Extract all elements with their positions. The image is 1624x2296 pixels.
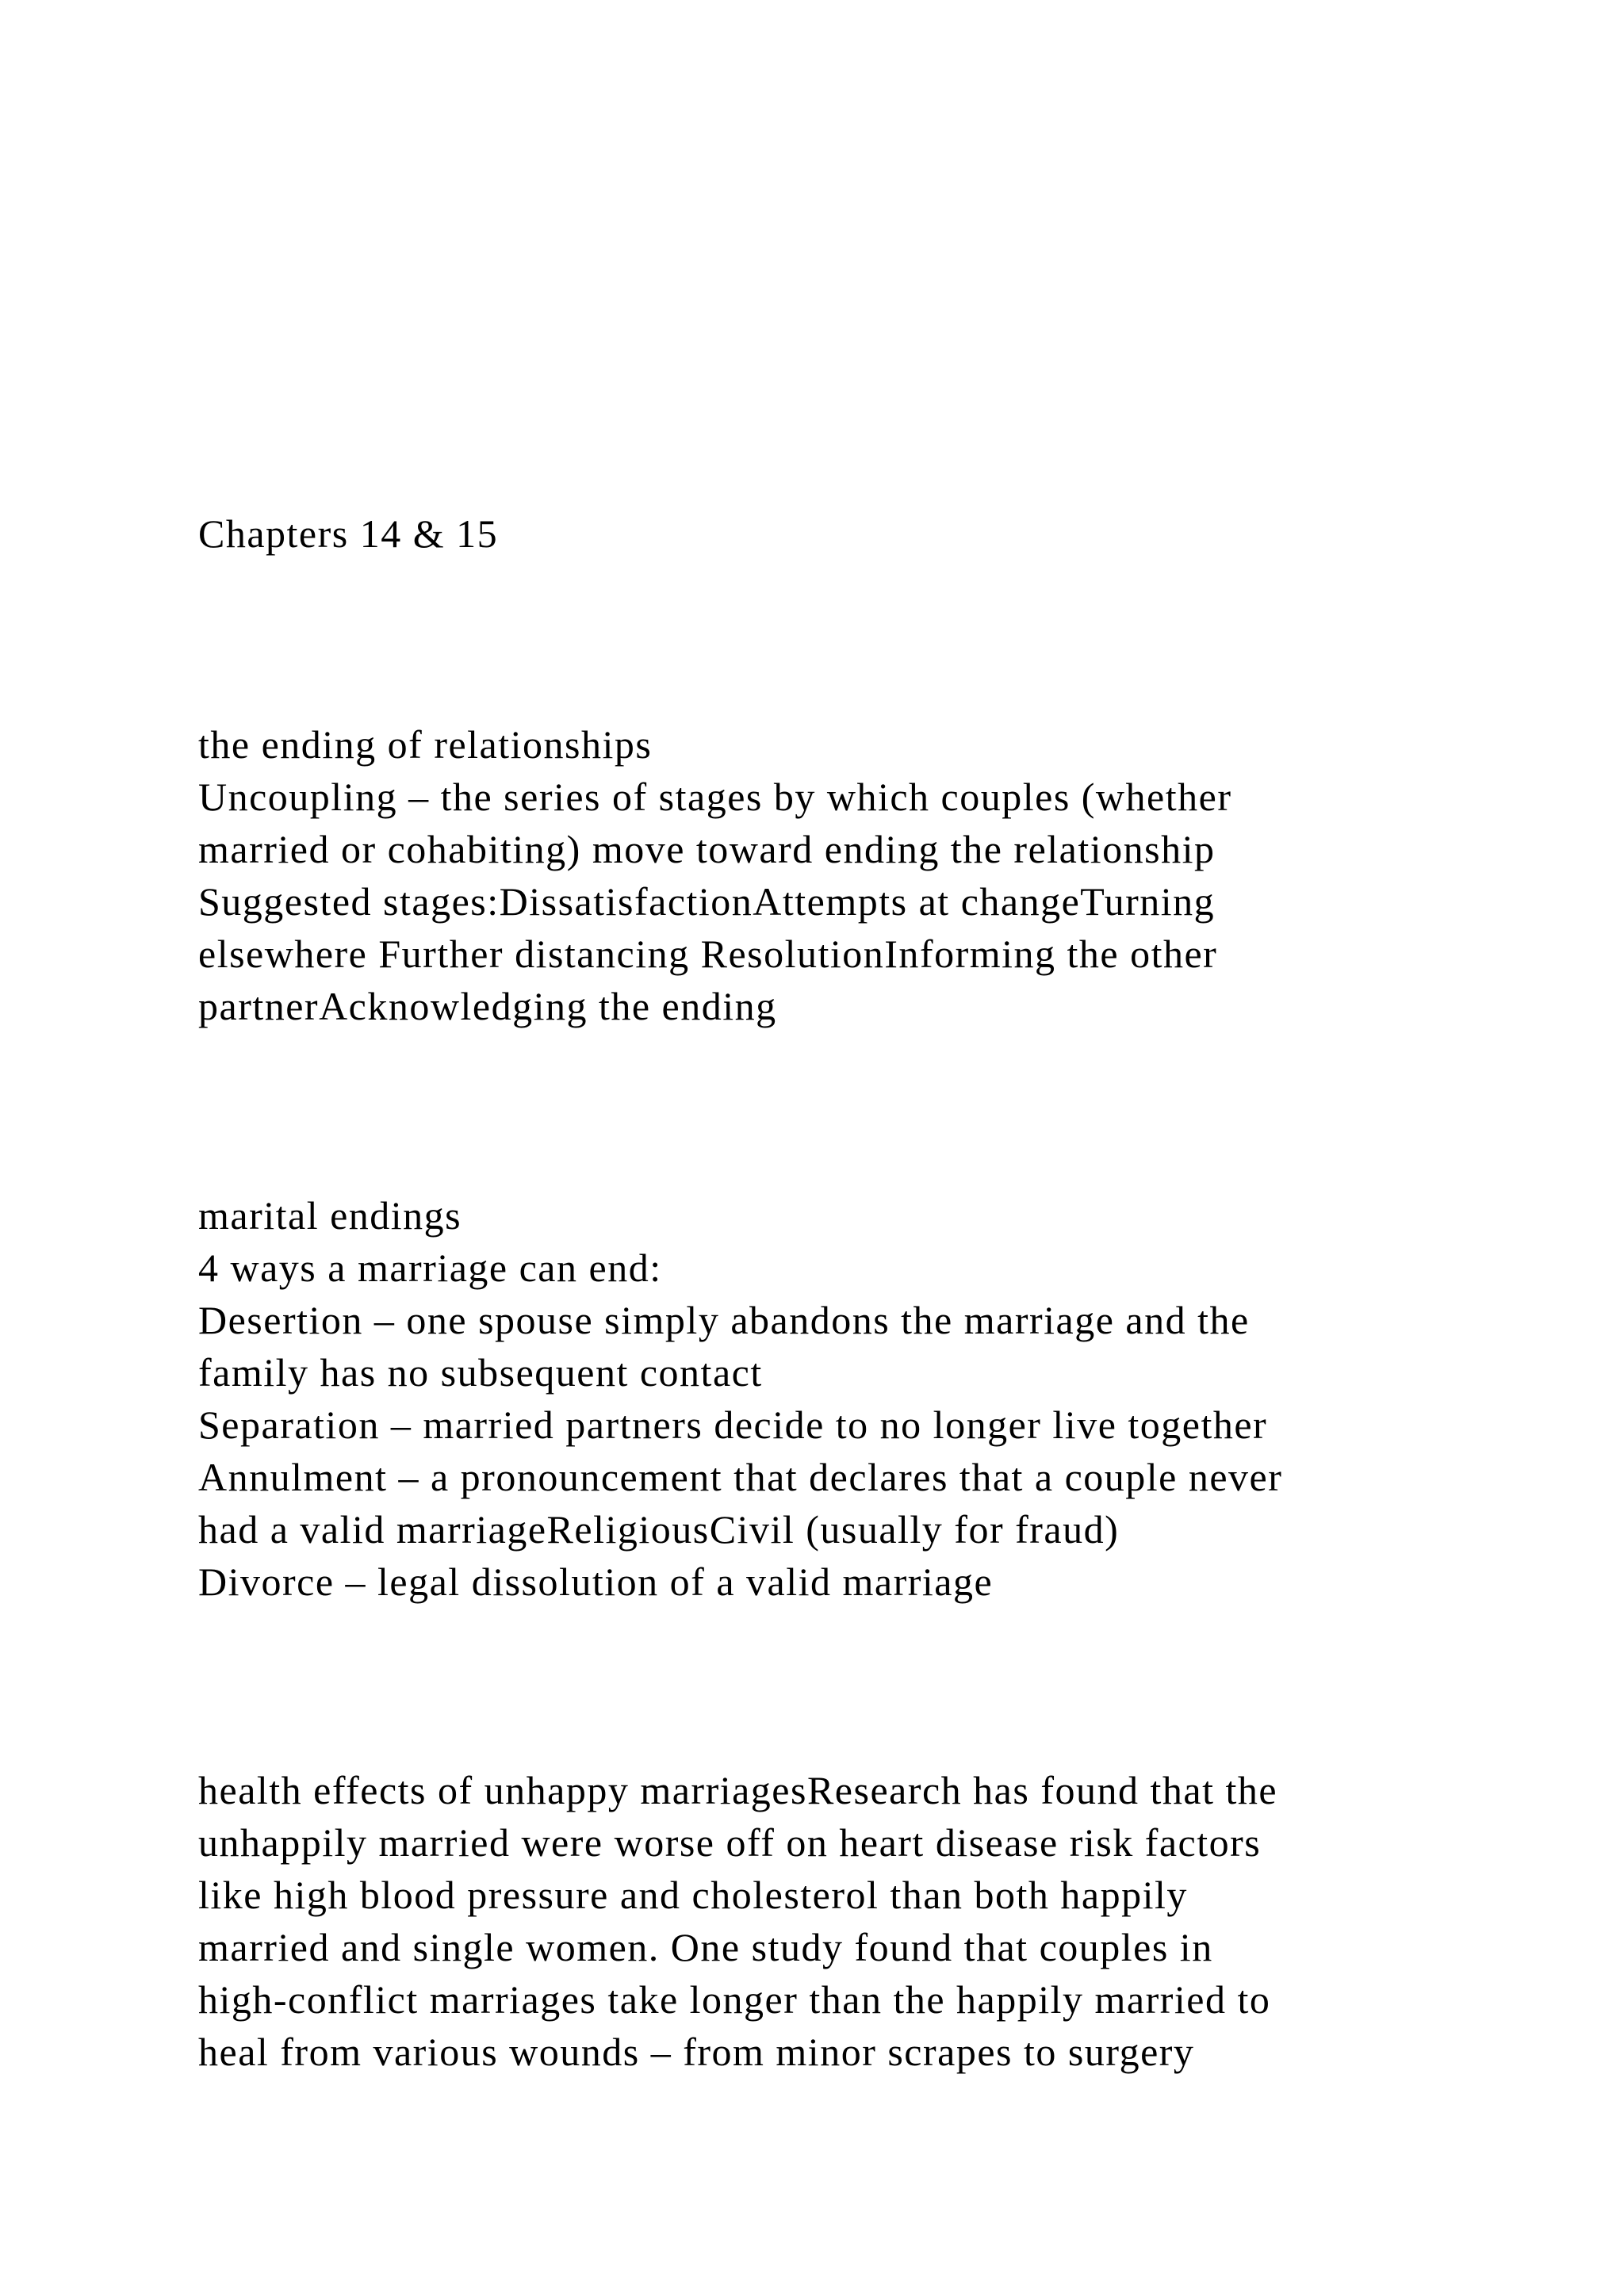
text-line: elsewhere Further distancing ResolutionInforming the other [198,932,1218,976]
text-line: had a valid marriageReligiousCivil (usually for fraud) [198,1507,1120,1552]
text-line: family has no subsequent contact [198,1350,763,1395]
text-line: Annulment – a pronouncement that declares that a couple never [198,1455,1283,1499]
text-line: 4 ways a marriage can end: [198,1246,662,1290]
text-line: unhappily married were worse off on heart disease risk factors [198,1820,1262,1865]
text-line: health effects of unhappy marriagesResearch has found that the [198,1768,1278,1812]
section-health-effects [198,1764,1499,2078]
page-title: Chapters 14 & 15 [198,511,499,556]
text-line: Desertion – one spouse simply abandons the marriage and the [198,1298,1250,1342]
title-block [198,507,1499,560]
text-line: Uncoupling – the series of stages by which couples (whether [198,775,1232,819]
text-line: married or cohabiting) move toward ending the relationship [198,827,1216,871]
text-line: Suggested stages:DissatisfactionAttempts at changeTurning [198,879,1216,924]
text-line: partnerAcknowledging the ending [198,984,777,1028]
text-line: like high blood pressure and cholesterol than both happily [198,1873,1188,1917]
text-line: Divorce – legal dissolution of a valid marriage [198,1559,994,1604]
text-line: married and single women. One study found that couples in [198,1925,1213,1969]
text-line: high-conflict marriages take longer than the happily married to [198,1977,1271,2022]
section-ending-relationships [198,718,1499,1032]
section-heading: the ending of relationships [198,722,653,767]
section-heading: marital endings [198,1193,462,1238]
text-line: heal from various wounds – from minor scrapes to surgery [198,2030,1195,2074]
section-marital-endings [198,1189,1499,1608]
text-line: Separation – married partners decide to no longer live together [198,1402,1268,1447]
